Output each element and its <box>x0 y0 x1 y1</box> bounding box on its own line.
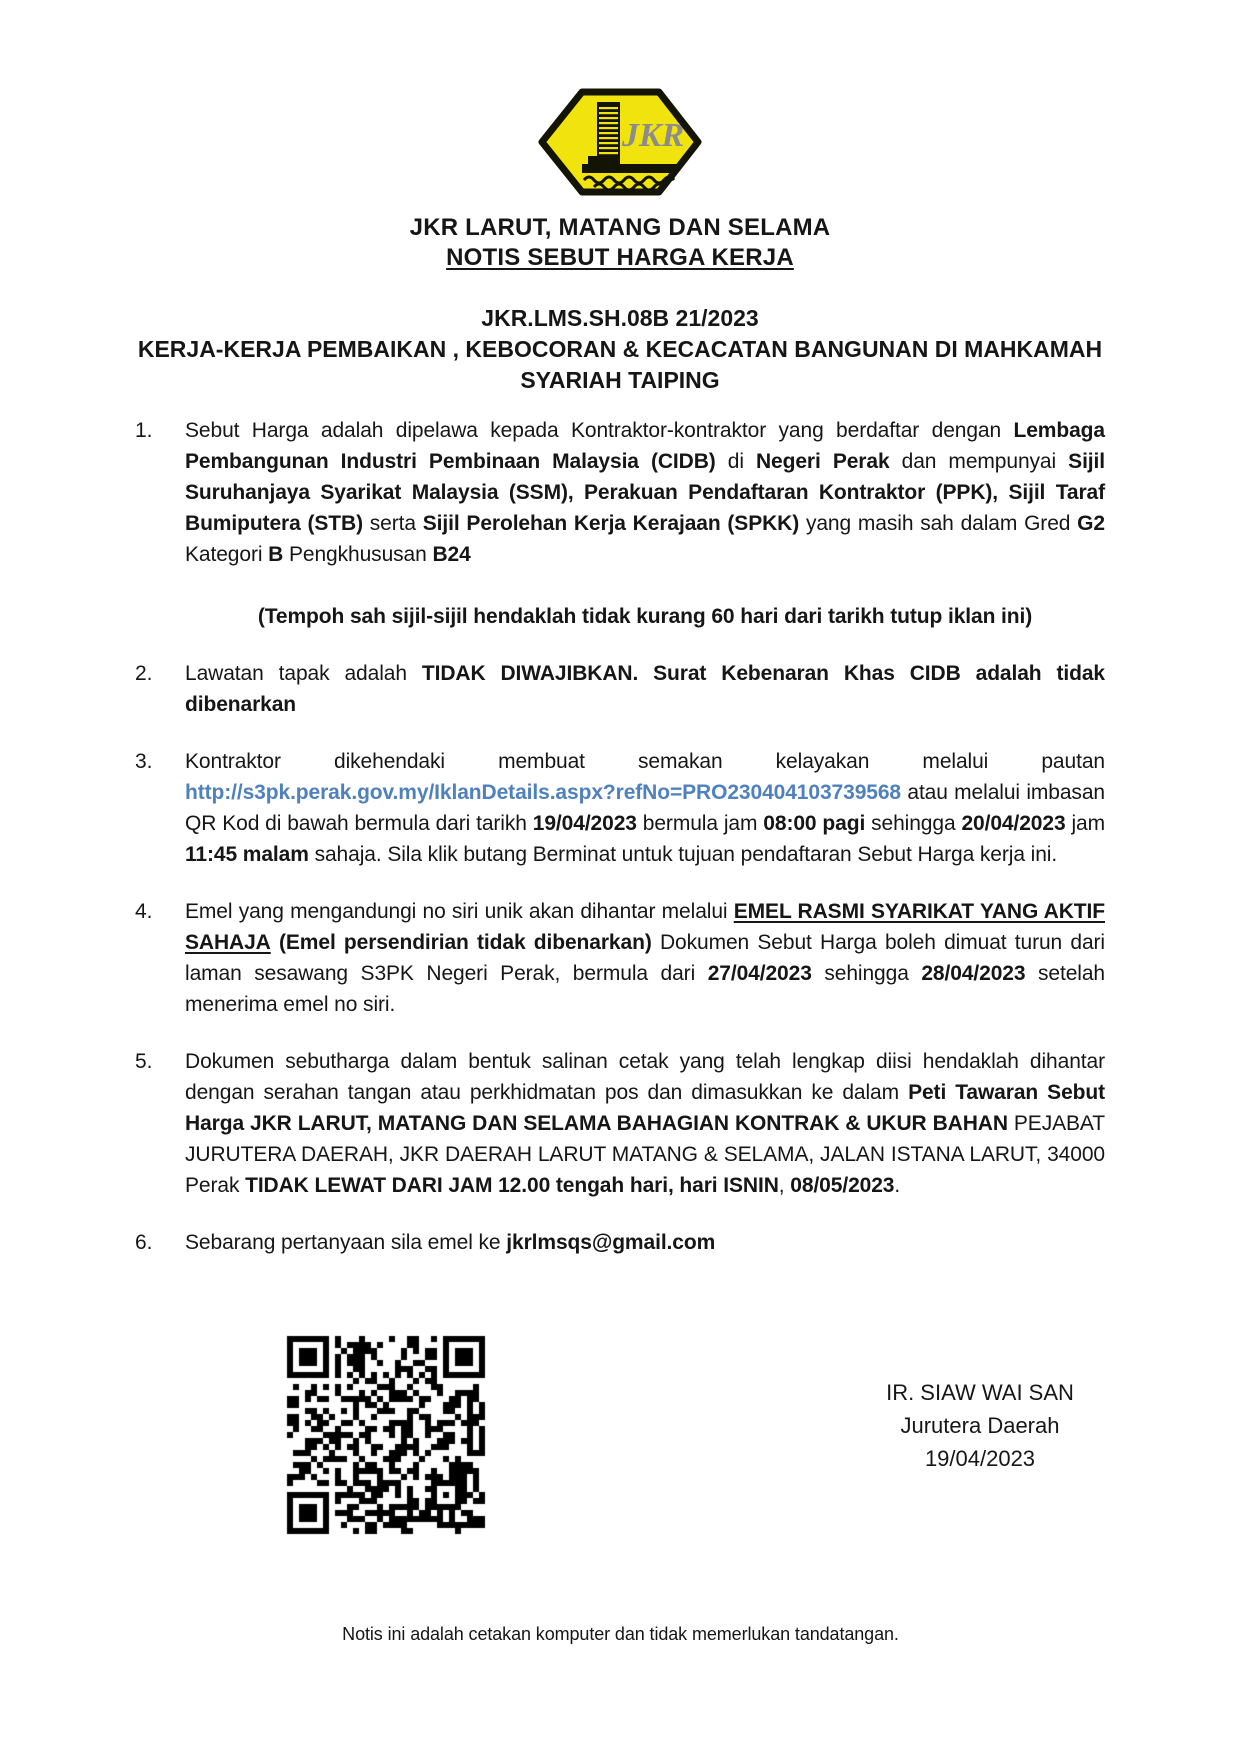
text-run: jam <box>1065 812 1105 835</box>
text-run: Lembaga Pembangunan Industri Pembinaan Malaysia (CIDB) <box>185 419 1105 473</box>
text-run: sahaja. Sila klik butang Berminat untuk tujuan pendaftaran Sebut Harga kerja ini. <box>308 843 1058 866</box>
item-number: 1. <box>135 419 153 442</box>
subject-line-1: KERJA-KERJA PEMBAIKAN , KEBOCORAN & KECACATAN BANGUNAN DI MAHKAMAH <box>137 336 1103 362</box>
text-run: Dokumen Sebut Harga boleh dimuat turun dari laman sesawang S3PK Negeri Perak, bermula dari <box>185 931 1105 985</box>
text-run: setelah menerima emel no siri. <box>185 962 1105 1016</box>
text-run: atau melalui imbasan QR Kod di bawah bermula dari tarikh <box>185 781 1105 835</box>
item-number: 3. <box>135 750 153 773</box>
item-number: 4. <box>135 900 153 923</box>
jkr-logo-graphic <box>538 88 702 196</box>
text-run: Kategori <box>185 543 269 566</box>
notice-date: 19/04/2023 <box>924 1446 1036 1471</box>
jkr-logo <box>135 0 1105 201</box>
text-run: TIDAK DIWAJIBKAN. Surat Kebenaran Khas CIDB adalah tidak dibenarkan <box>185 662 1105 716</box>
text-run: yang masih sah dalam Gred <box>799 512 1078 535</box>
text-run: 28/04/2023 <box>921 962 1026 985</box>
subject-line-2: SYARIAH TAIPING <box>520 367 720 393</box>
text-run: Sebut Harga adalah dipelawa kepada Kontraktor-kontraktor yang berdaftar dengan <box>185 419 1014 442</box>
item-text <box>185 1046 1105 1201</box>
signer-name: IR. SIAW WAI SAN <box>886 1380 1074 1405</box>
org-title: JKR LARUT, MATANG DAN SELAMA <box>409 214 831 241</box>
list-item <box>135 415 1105 632</box>
text-run: serta <box>362 512 423 535</box>
text-run: 08:00 pagi <box>763 812 866 835</box>
text-run: dan mempunyai <box>889 450 1069 473</box>
text-run: EMEL RASMI SYARIKAT YANG AKTIF SAHAJA <box>185 900 1105 954</box>
text-run: Dokumen sebutharga dalam bentuk salinan cetak yang telah lengkap diisi hendaklah dihantar dengan serahan tangan atau perkhidmatan pos dan dimasukkan ke dalam <box>185 1050 1105 1104</box>
qr-code <box>283 1332 490 1539</box>
signer-title: Jurutera Daerah <box>900 1413 1060 1438</box>
list-item <box>135 746 1105 870</box>
text-run: 11:45 malam <box>185 843 309 866</box>
text-run: 08/05/2023 <box>790 1174 895 1197</box>
text-run: Negeri Perak <box>755 450 890 473</box>
list-item <box>135 1046 1105 1201</box>
text-run: sehingga <box>865 812 962 835</box>
notice-title: NOTIS SEBUT HARGA KERJA <box>446 244 794 271</box>
footer-note: Notis ini adalah cetakan komputer dan tidak memerlukan tandatangan. <box>342 1624 899 1644</box>
text-run: Emel yang mengandungi no siri unik akan dihantar melalui <box>185 900 734 923</box>
list-item <box>135 896 1105 1020</box>
text-run: Pengkhususan <box>283 543 433 566</box>
text-run: Kontraktor dikehendaki membuat semakan kelayakan melalui pautan <box>185 750 1105 773</box>
text-run: sehingga <box>811 962 922 985</box>
text-run: TIDAK LEWAT DARI JAM 12.00 tengah hari, hari ISNIN <box>245 1174 779 1197</box>
item-text <box>185 658 1105 720</box>
item-text <box>185 896 1105 1020</box>
text-run: Peti Tawaran Sebut Harga JKR LARUT, MATANG DAN SELAMA BAHAGIAN KONTRAK & UKUR BAHAN <box>185 1081 1105 1135</box>
text-run: 20/04/2023 <box>961 812 1066 835</box>
item-text <box>185 415 1105 632</box>
text-run: Lawatan tapak adalah <box>185 662 422 685</box>
text-run: 27/04/2023 <box>707 962 812 985</box>
item-number: 2. <box>135 662 153 685</box>
text-run: Sijil Suruhanjaya Syarikat Malaysia (SSM), Perakuan Pendaftaran Kontraktor (PPK), Sijil Taraf Bumiputera (STB) <box>185 450 1106 535</box>
item-text <box>185 1227 1105 1258</box>
item-number: 5. <box>135 1050 153 1073</box>
text-run: B24 <box>432 543 471 566</box>
item-text <box>185 746 1105 870</box>
signature-block <box>810 1376 1150 1475</box>
logo-jkr-text: JKR <box>621 117 685 154</box>
qr-signature-row <box>135 1332 1105 1539</box>
text-run: di <box>715 450 756 473</box>
list-item <box>135 1227 1105 1258</box>
item-number: 6. <box>135 1231 153 1254</box>
notice-list <box>135 415 1105 1258</box>
text-run: PEJABAT JURUTERA DAERAH, JKR DAERAH LARUT MATANG & SELAMA, JALAN ISTANA LARUT, 34000 Perak <box>185 1112 1105 1197</box>
text-run: jkrlmsqs@gmail.com <box>506 1231 716 1254</box>
text-run: G2 <box>1077 512 1105 535</box>
cert-validity-note: (Tempoh sah sijil-sijil hendaklah tidak kurang 60 hari dari tarikh tutup iklan ini) <box>257 605 1033 628</box>
reference-no: JKR.LMS.SH.08B 21/2023 <box>481 305 759 331</box>
text-run: . <box>894 1174 901 1197</box>
text-run: Sijil Perolehan Kerja Kerajaan (SPKK) <box>422 512 800 535</box>
text-run: B <box>268 543 284 566</box>
text-run: (Emel persendirian tidak dibenarkan) <box>279 931 652 954</box>
text-run: bermula jam <box>636 812 764 835</box>
text-run: Sebarang pertanyaan sila emel ke <box>185 1231 507 1254</box>
url-link[interactable]: http://s3pk.perak.gov.my/IklanDetails.aspx?refNo=PRO230404103739568 <box>185 781 902 804</box>
text-run: 19/04/2023 <box>532 812 637 835</box>
text-run: , <box>778 1174 791 1197</box>
text-run <box>271 931 279 954</box>
list-item <box>135 658 1105 720</box>
